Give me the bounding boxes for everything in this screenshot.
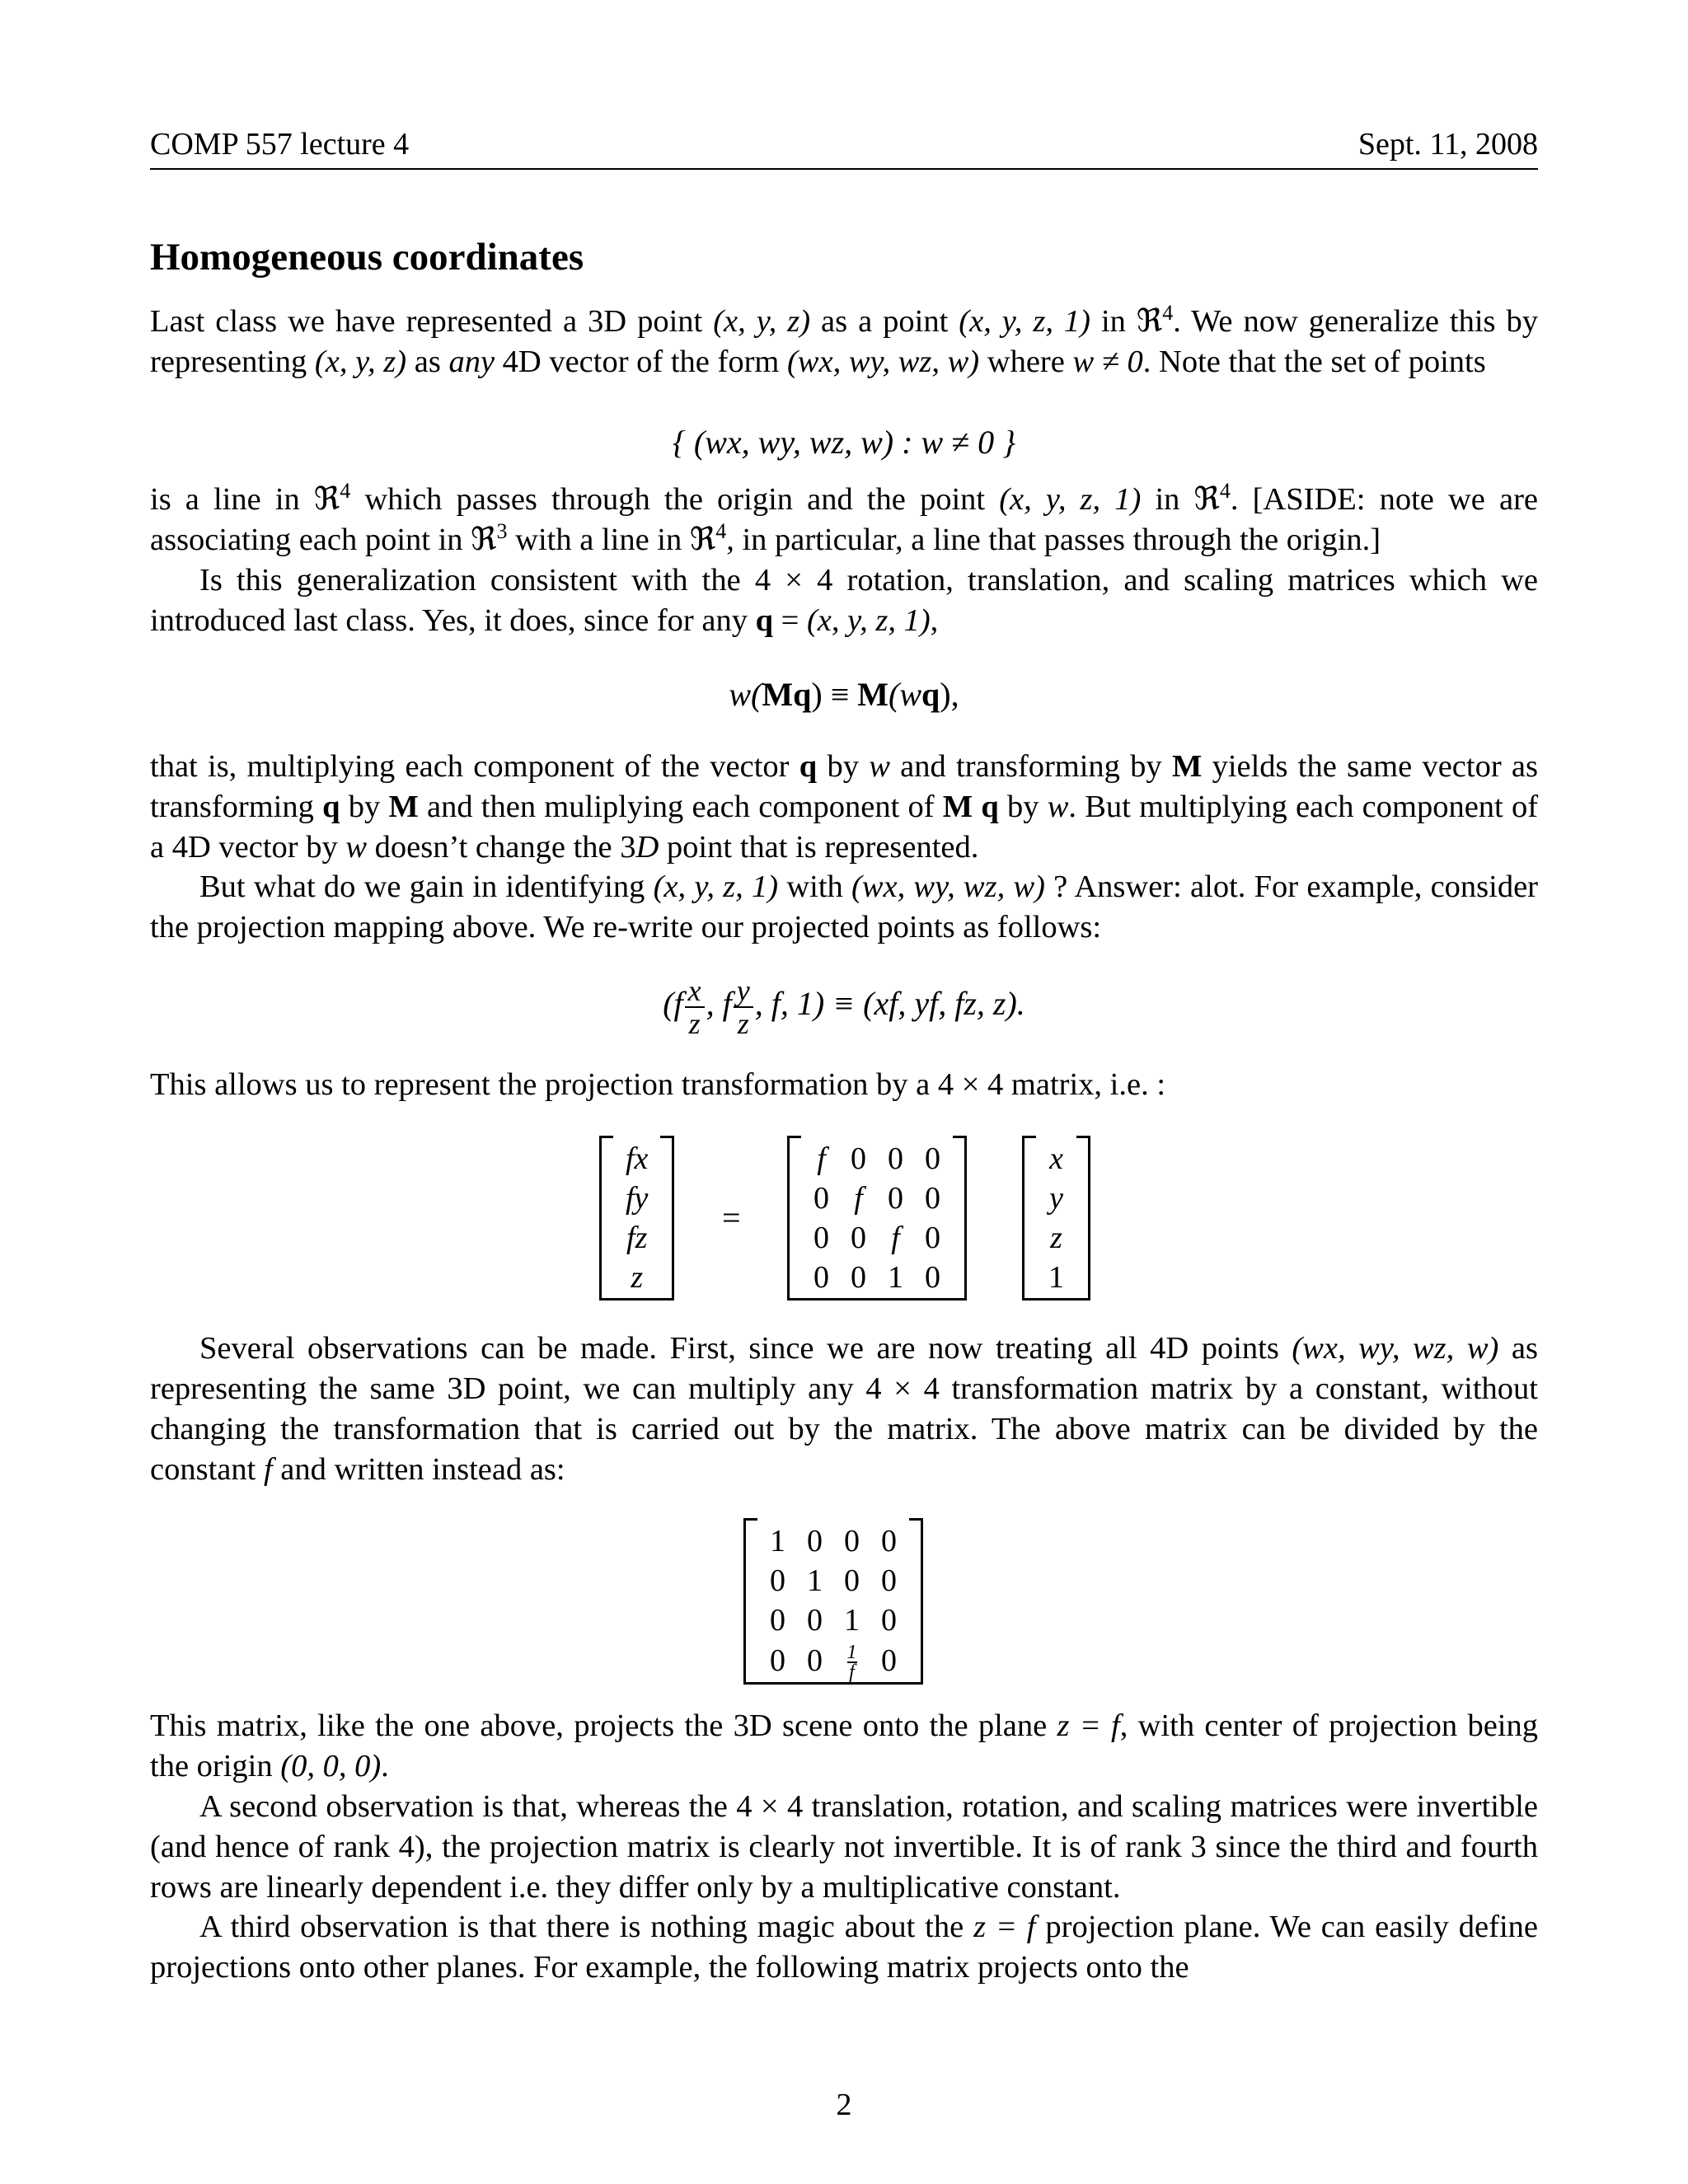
paragraph-6: This allows us to represent the projection transformation by a 4 × 4 matrix, i.e. : <box>150 1067 1166 1102</box>
paragraph-9: A second observation is that, whereas the 4 × 4 translation, rotation, and scaling matrices were invertible (and hence of rank 4), the projection matrix is clearly not invertible. It is of rank 3 since the third and fourth rows are linearly dependent i.e. they differ only by a multiplicative constant. <box>150 1789 1538 1905</box>
equivalence-equation: w(Mq) ≡ M(wq), <box>729 676 959 713</box>
fraction-x-over-z: $\frac{x}{z}$ <box>685 975 705 1039</box>
projection-matrix: f 0 0 0 0 f 0 0 0 0 f 0 0 0 1 0 <box>787 1136 967 1301</box>
date-label: Sept. 11, 2008 <box>1357 127 1538 162</box>
paragraph-8: This matrix, like the one above, projects the 3D scene onto the plane z = f, with center of projection being the origin (0, 0, 0). <box>150 1708 1538 1783</box>
projection-equation: (f $\frac{x}{z}$ , f $\frac{y}{z}$ , f, 1) ≡ (xf, yf, fz, z). <box>663 973 1025 1040</box>
paragraph-10: A third observation is that there is nothing magic about the z = f projection plane. We can easily define projections onto other planes. For example, the following matrix projects onto the <box>150 1910 1538 1985</box>
fraction-y-over-z: $\frac{y}{z}$ <box>734 975 753 1039</box>
section-title: Homogeneous coordinates <box>150 236 584 279</box>
paragraph-5: But what do we gain in identifying (x, y, z, 1) with (wx, wy, wz, w) ? Answer: alot. For example, consider the projection mapping above. We re-write our projected points as follows: <box>150 869 1538 944</box>
set-equation: { (wx, wy, wz, w) : w ≠ 0 } <box>672 424 1016 461</box>
paragraph-7: Several observations can be made. First, since we are now treating all 4D points (wx, wy, wz, w) as representing the same 3D point, we can multiply any 4 × 4 transformation matrix by a constant, without changing the transformation that is carried out by the matrix. The above matrix can be divided by the constant f and written instead as: <box>150 1331 1538 1487</box>
paragraph-3: Is this generalization consistent with the 4 × 4 rotation, translation, and scaling matrices which we introduced last class. Yes, it does, since for any q = (x, y, z, 1), <box>150 563 1538 638</box>
running-header <box>150 125 1538 170</box>
page-number: 2 <box>836 2088 852 2122</box>
equals-sign: = <box>722 1199 741 1236</box>
paragraph-1: Last class we have represented a 3D point (x, y, z) as a point (x, y, z, 1) in ℜ$^4$. We now generalize this by representing (x, y, z) as any 4D vector of the form (wx, wy, wz, w) where w ≠ 0. Note that the set of points <box>150 301 1538 379</box>
rhs-vector: x y z 1 <box>1022 1136 1090 1301</box>
lhs-vector: fx fy fz z <box>599 1136 674 1301</box>
paragraph-4: that is, multiplying each component of the vector q by w and transforming by M yields the same vector as transforming q by M and then muliplying each component of M q by w. But multiplying each component of a 4D vector by w doesn’t change the 3D point that is represented. <box>150 749 1539 865</box>
one-over-f-fraction: $\frac{1}{f}$ <box>846 1642 857 1684</box>
paragraph-2: is a line in ℜ$^4$ which passes through the origin and the point (x, y, z, 1) in ℜ$^4$. [ASIDE: note we are associating each point in ℜ$^3$ with a line in ℜ$^4$, in particular, a line that passes through the origin.] <box>150 479 1538 557</box>
course-label: COMP 557 lecture 4 <box>150 127 410 162</box>
normalized-projection-matrix: 1 0 0 0 0 1 0 0 0 0 1 0 0 0 $\frac{1}{f}$ 0 <box>743 1518 923 1685</box>
